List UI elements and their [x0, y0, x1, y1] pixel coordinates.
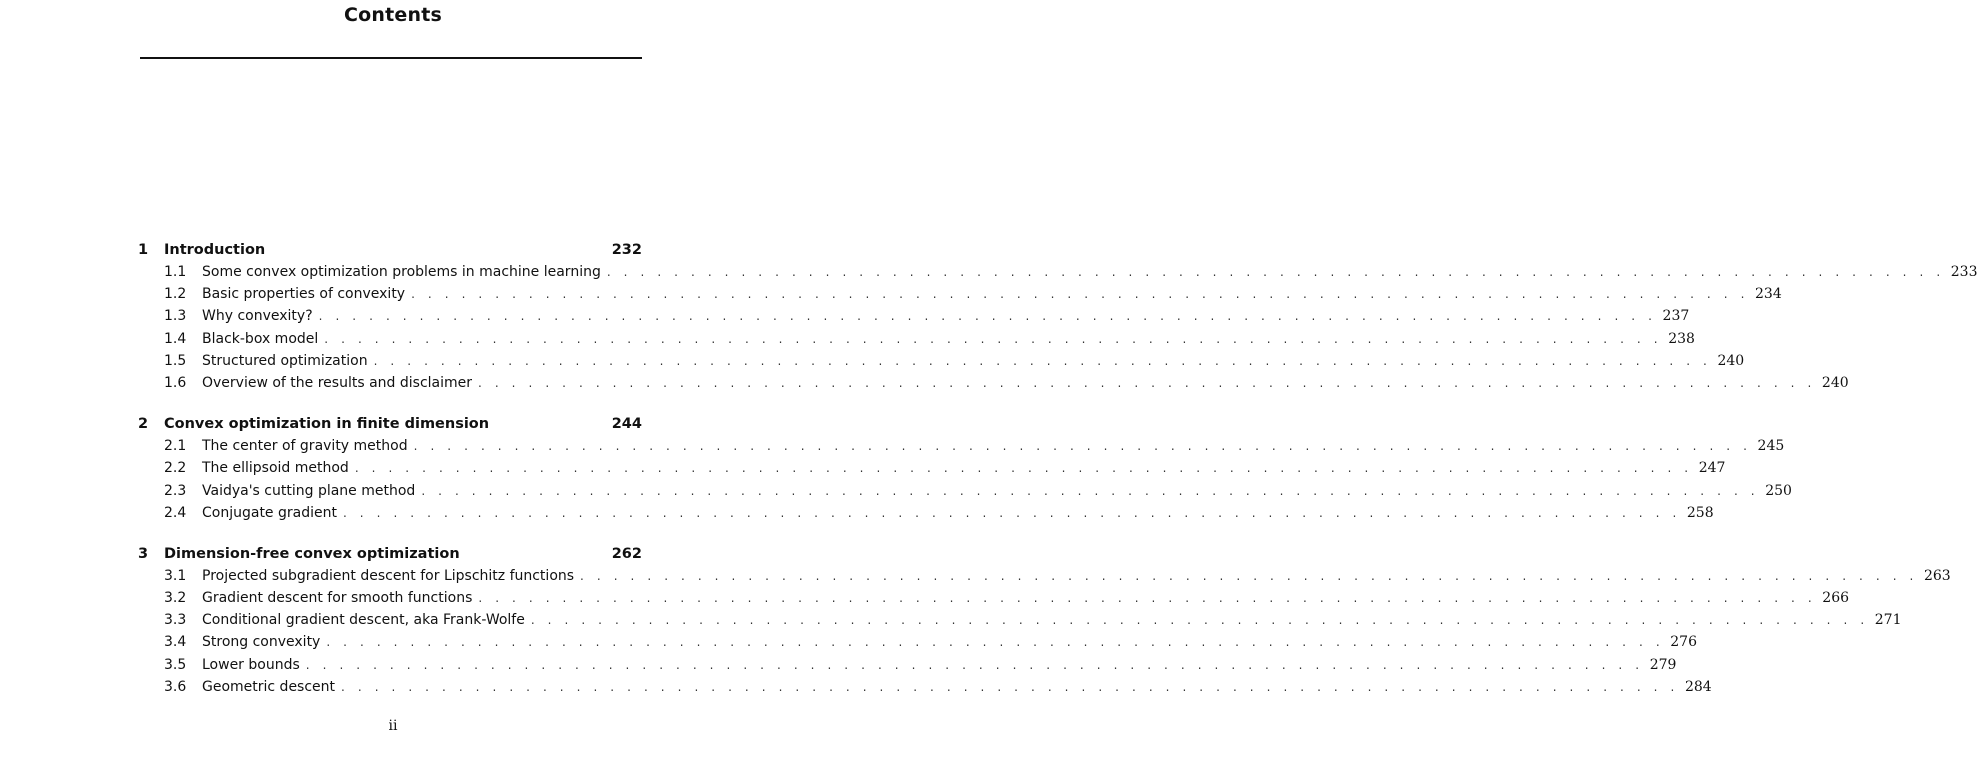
section-page-number: 271: [1874, 612, 1902, 629]
section-number: 2.4: [164, 504, 187, 521]
section-entry[interactable]: [138, 435, 1785, 457]
section-page-number: 284: [1684, 678, 1712, 695]
section-entry[interactable]: [138, 654, 1677, 676]
dot-leader: . . . . . . . . . . . . . . . . . . . . . . . . . . . . . . . . . . . . . . . . . . . . . . . . . . . . . . . . . . . . . . . . . . . . . . . . . . . . . . . .: [413, 439, 1752, 454]
section-entry[interactable]: [138, 328, 1695, 350]
chapter-page-number: 232: [611, 242, 642, 258]
toc-chapter: [138, 413, 1792, 524]
section-title: Vaidya's cutting plane method: [202, 482, 416, 499]
table-of-contents: [138, 239, 1977, 717]
section-page-number: 250: [1765, 482, 1792, 499]
dot-leader: . . . . . . . . . . . . . . . . . . . . . . . . . . . . . . . . . . . . . . . . . . . . . . . . . . . . . . . . . . . . . . . . . . . . . . . . . . . . . . . .: [411, 287, 1749, 302]
dot-leader: . . . . . . . . . . . . . . . . . . . . . . . . . . . . . . . . . . . . . . . . . . . . . . . . . . . . . . . . . . . . . . . . . . . . . . . . . . . . . . . .: [606, 265, 1945, 279]
section-title: Gradient descent for smooth functions: [202, 590, 473, 607]
section-title: Lower bounds: [202, 656, 300, 673]
section-title: Basic properties of convexity: [202, 286, 406, 303]
chapter-title: Convex optimization in finite dimension: [164, 416, 490, 433]
section-entry[interactable]: [138, 631, 1697, 653]
section-page-number: 237: [1662, 308, 1690, 325]
dot-leader: . . . . . . . . . . . . . . . . . . . . . . . . . . . . . . . . . . . . . . . . . . . . . . . . . . . . . . . . . . . . . . . . . . . . . . . . . . . . . . . .: [341, 679, 1679, 694]
toc-chapter: [138, 543, 1951, 698]
dot-leader: . . . . . . . . . . . . . . . . . . . . . . . . . . . . . . . . . . . . . . . . . . . . . . . . . . . . . . . . . . . . . . . . . . . . . . . . . . . . . . . .: [354, 461, 1693, 476]
section-page-number: 240: [1717, 352, 1745, 369]
section-title: The center of gravity method: [202, 438, 408, 455]
section-number: 3.3: [164, 612, 187, 629]
section-title: Conditional gradient descent, aka Frank-Wolfe: [202, 612, 525, 629]
section-entry[interactable]: [138, 261, 1977, 283]
section-entry[interactable]: [138, 372, 1849, 394]
section-entry[interactable]: [138, 587, 1850, 609]
chapter-entry[interactable]: [138, 543, 642, 565]
section-number: 1.2: [164, 286, 187, 303]
chapter-entry[interactable]: [138, 413, 642, 435]
dot-leader: . . . . . . . . . . . . . . . . . . . . . . . . . . . . . . . . . . . . . . . . . . . . . . . . . . . . . . . . . . . . . . . . . . . . . . . . . . . . . . . .: [326, 635, 1665, 650]
chapter-title: Introduction: [164, 242, 266, 258]
section-entry[interactable]: [138, 457, 1726, 479]
section-title: Geometric descent: [202, 678, 336, 695]
section-title: Why convexity?: [202, 308, 313, 325]
section-page-number: 245: [1757, 438, 1785, 455]
section-number: 3.5: [164, 656, 187, 673]
dot-leader: . . . . . . . . . . . . . . . . . . . . . . . . . . . . . . . . . . . . . . . . . . . . . . . . . . . . . . . . . . . . . . . . . . . . . . . . . . . . . . . .: [318, 309, 1657, 324]
title-divider: [140, 57, 642, 59]
chapter-number: 2: [138, 416, 149, 433]
dot-leader: . . . . . . . . . . . . . . . . . . . . . . . . . . . . . . . . . . . . . . . . . . . . . . . . . . . . . . . . . . . . . . . . . . . . . . . . . . . . . . . .: [478, 591, 1817, 606]
section-page-number: 238: [1668, 330, 1695, 347]
section-number: 2.3: [164, 482, 187, 499]
dot-leader: . . . . . . . . . . . . . . . . . . . . . . . . . . . . . . . . . . . . . . . . . . . . . . . . . . . . . . . . . . . . . . . . . . . . . . . . . . . . . . . .: [580, 568, 1918, 583]
chapter-page-number: 244: [611, 416, 642, 433]
section-entry[interactable]: [138, 609, 1902, 631]
section-entry[interactable]: [138, 350, 1745, 372]
section-title: Conjugate gradient: [202, 504, 337, 521]
chapter-entry[interactable]: [138, 239, 642, 261]
chapter-number: 1: [138, 242, 149, 258]
section-number: 2.2: [164, 460, 187, 477]
section-page-number: 279: [1649, 656, 1677, 673]
section-page-number: 263: [1923, 567, 1951, 584]
dot-leader: . . . . . . . . . . . . . . . . . . . . . . . . . . . . . . . . . . . . . . . . . . . . . . . . . . . . . . . . . . . . . . . . . . . . . . . . . . . . . . . .: [530, 613, 1869, 628]
section-title: Strong convexity: [202, 634, 321, 651]
chapter-title: Dimension-free convex optimization: [164, 545, 460, 562]
toc-chapter: [138, 239, 1977, 394]
section-page-number: 234: [1755, 286, 1782, 303]
section-number: 1.4: [164, 330, 187, 347]
section-title: Overview of the results and disclaimer: [202, 374, 473, 391]
page-title: Contents: [343, 4, 442, 26]
section-page-number: 258: [1686, 504, 1714, 521]
section-number: 1.6: [164, 374, 187, 391]
section-entry[interactable]: [138, 283, 1782, 305]
page-number: ii: [388, 718, 398, 734]
section-page-number: 247: [1698, 460, 1726, 477]
section-page-number: 266: [1822, 590, 1850, 607]
dot-leader: . . . . . . . . . . . . . . . . . . . . . . . . . . . . . . . . . . . . . . . . . . . . . . . . . . . . . . . . . . . . . . . . . . . . . . . . . . . . . . . .: [324, 331, 1663, 346]
chapter-page-number: 262: [611, 545, 642, 562]
section-number: 2.1: [164, 438, 187, 455]
section-page-number: 276: [1670, 634, 1697, 651]
section-title: The ellipsoid method: [202, 460, 349, 477]
section-number: 1.1: [164, 264, 187, 280]
section-number: 3.6: [164, 678, 187, 695]
section-page-number: 233: [1950, 264, 1977, 280]
section-entry[interactable]: [138, 565, 1951, 587]
section-number: 3.4: [164, 634, 187, 651]
dot-leader: . . . . . . . . . . . . . . . . . . . . . . . . . . . . . . . . . . . . . . . . . . . . . . . . . . . . . . . . . . . . . . . . . . . . . . . . . . . . . . . .: [342, 505, 1681, 520]
section-entry[interactable]: [138, 305, 1690, 327]
chapter-number: 3: [138, 545, 149, 562]
section-title: Structured optimization: [202, 352, 368, 369]
dot-leader: . . . . . . . . . . . . . . . . . . . . . . . . . . . . . . . . . . . . . . . . . . . . . . . . . . . . . . . . . . . . . . . . . . . . . . . . . . . . . . . .: [373, 353, 1712, 368]
dot-leader: . . . . . . . . . . . . . . . . . . . . . . . . . . . . . . . . . . . . . . . . . . . . . . . . . . . . . . . . . . . . . . . . . . . . . . . . . . . . . . . .: [421, 483, 1760, 498]
section-number: 3.1: [164, 567, 187, 584]
section-entry[interactable]: [138, 480, 1792, 502]
section-title: Some convex optimization problems in machine learning: [202, 264, 601, 280]
section-entry[interactable]: [138, 676, 1712, 698]
dot-leader: . . . . . . . . . . . . . . . . . . . . . . . . . . . . . . . . . . . . . . . . . . . . . . . . . . . . . . . . . . . . . . . . . . . . . . . . . . . . . . . .: [305, 657, 1644, 672]
section-title: Projected subgradient descent for Lipschitz functions: [202, 567, 575, 584]
section-entry[interactable]: [138, 502, 1714, 524]
section-number: 1.3: [164, 308, 187, 325]
section-title: Black-box model: [202, 330, 319, 347]
section-number: 1.5: [164, 352, 187, 369]
section-page-number: 240: [1821, 374, 1849, 391]
section-number: 3.2: [164, 590, 187, 607]
dot-leader: . . . . . . . . . . . . . . . . . . . . . . . . . . . . . . . . . . . . . . . . . . . . . . . . . . . . . . . . . . . . . . . . . . . . . . . . . . . . . . . .: [478, 375, 1816, 390]
